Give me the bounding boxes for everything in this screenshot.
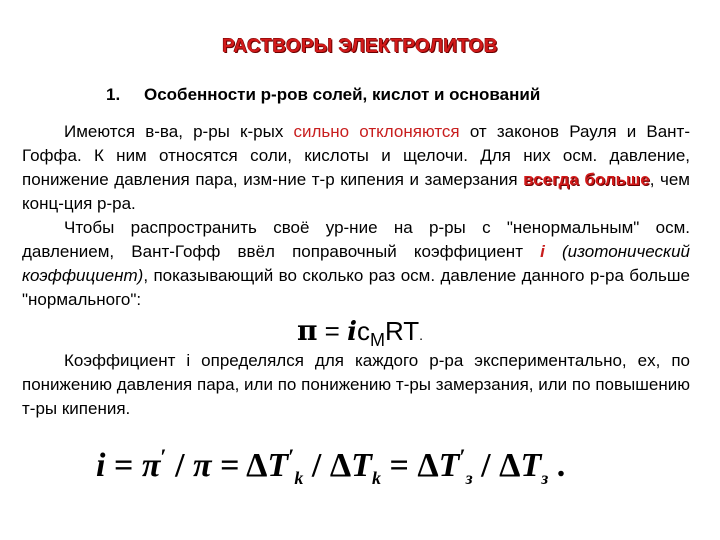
p2-italic-note: (изотонический коэффициент) [22,242,690,285]
beq-sub-z-1: з [465,468,473,488]
p1-text-after: , чем конц-ция р-ра. [22,170,690,213]
beq-i: i [96,447,106,484]
beq-slash-3: / [472,447,500,484]
beq-t-1: T [267,447,289,484]
paragraph-1 [22,120,690,216]
beq-eq1: = [105,447,142,484]
beq-delta-2: Δ [329,447,352,484]
section-heading [106,85,540,105]
eq-c: c [356,316,370,346]
section-number: 1. [106,85,121,104]
eq-equals: = [317,316,348,346]
beq-pi-prime: π [141,447,161,484]
beq-end-dot: . [548,447,566,484]
beq-slash-1: / [166,447,194,484]
paragraph-3 [22,349,690,421]
p3-text: Коэффициент i определялся для каждого р-ра экспериментально, ex, по понижению давления пара, или по понижению т-ры замерзания, или по повышению т-ры кипения. [22,351,690,418]
eq-sub-m: M [369,330,385,350]
p2-text-before: Чтобы распространить своё ур-ние на р-ры с "ненормальным" осм. давлением, Вант-Гофф ввёл поправочный коэффициент [22,218,690,261]
p1-emphasis: всегда больше [523,170,650,189]
beq-sub-z-2: з [541,468,549,488]
beq-delta-1: Δ [246,447,268,484]
beq-sub-k-2: k [371,468,381,488]
beq-eq3: = [380,447,418,484]
beq-sub-k-1: k [294,468,304,488]
paragraph-2 [22,216,690,312]
p1-highlight: сильно отклоняются [293,122,460,141]
section-title: Особенности р-ров солей, кислот и оснований [144,85,541,104]
beq-t-2: T [351,447,372,484]
beq-t-4: T [520,447,542,484]
p1-text-middle: от законов Рауля и Вант-Гоффа. К ним относятся соли, кислоты и щелочи. Для них осм. давление, понижение давления пара, изм-ние т-р кипения и замерзания [22,122,691,189]
eq-rt: RT [384,316,420,346]
beq-delta-4: Δ [499,447,521,484]
beq-prime-1: ′ [160,444,167,469]
beq-pi: π [193,447,212,484]
beq-prime-3: ′ [459,444,466,469]
main-equation [0,314,720,351]
eq-pi: π [296,314,318,347]
p2-symbol-i: i [540,242,545,261]
beq-t-3: T [438,447,460,484]
eq-i: i [347,317,357,347]
p2-text-after: , показывающий во сколько раз осм. давление данного р-ра больше "нормального": [22,266,690,309]
bottom-equation [96,444,656,489]
beq-slash-2: / [303,447,330,484]
beq-prime-2: ′ [288,444,295,469]
beq-delta-3: Δ [417,447,439,484]
p1-text-before: Имеются в-ва, р-ры к-рых [64,122,294,141]
beq-eq2: = [211,447,247,484]
eq-dot: . [419,327,424,343]
slide-title: РАСТВОРЫ ЭЛЕКТРОЛИТОВ [222,36,498,57]
